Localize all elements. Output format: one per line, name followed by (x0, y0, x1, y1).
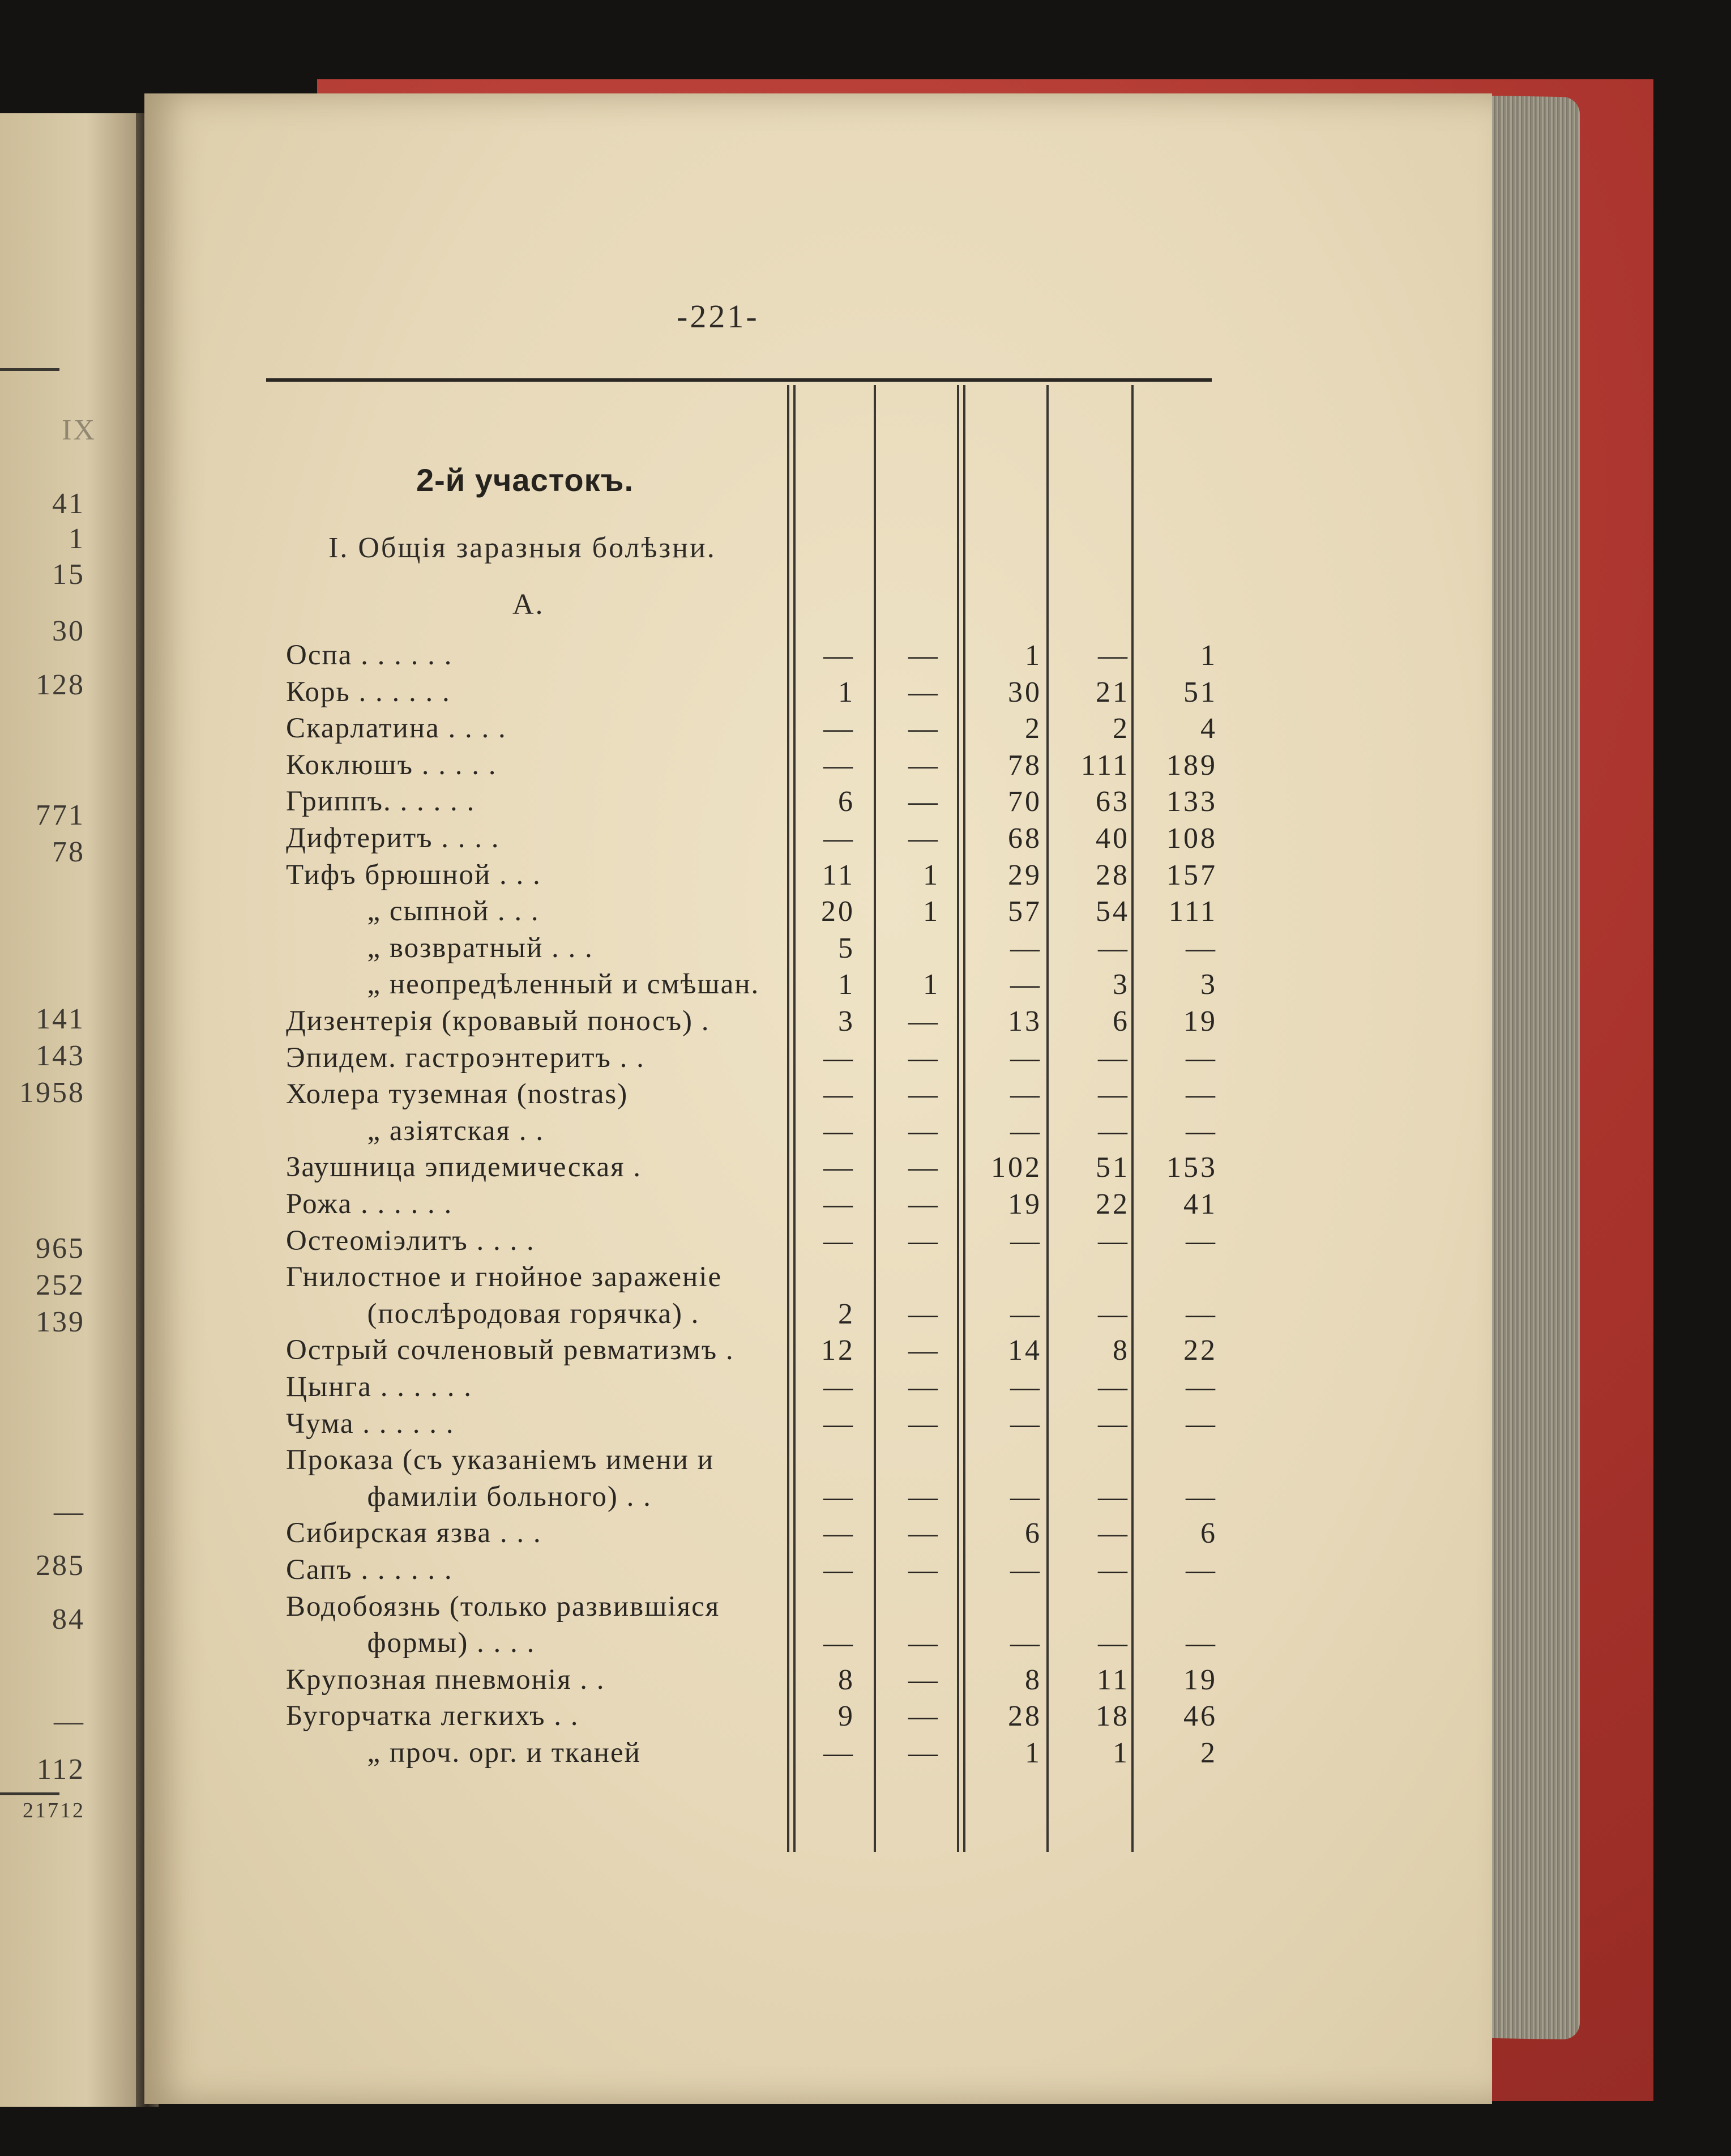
cell-value: — (823, 1115, 855, 1147)
group-label: А. (512, 588, 545, 621)
cell-value: 1 (1025, 1737, 1042, 1769)
row-label: „ азіятская . . (317, 1115, 544, 1147)
cell-value: — (1186, 1115, 1217, 1147)
cell-value: — (908, 1078, 940, 1111)
cell-value: 28 (1096, 859, 1130, 891)
left-page-number: 78 (52, 836, 85, 868)
cell-value: 11 (822, 859, 855, 891)
cell-value: 2 (1025, 712, 1042, 745)
row-label: Гнилостное и гнойное зараженіе (286, 1261, 723, 1293)
cell-value: 3 (838, 1005, 855, 1038)
cell-value: — (908, 1297, 940, 1330)
column-divider (957, 385, 959, 1852)
column-divider (1046, 385, 1049, 1852)
left-page-number: 141 (36, 1003, 85, 1035)
cell-value: 51 (1096, 1151, 1130, 1184)
cell-value: 6 (1113, 1005, 1130, 1038)
cell-value: 1 (838, 676, 855, 708)
cell-value: — (823, 1188, 855, 1220)
cell-value: — (1010, 1224, 1042, 1257)
cell-value: — (823, 822, 855, 855)
cell-value: — (908, 712, 940, 745)
cell-value: 19 (1183, 1005, 1217, 1038)
cell-value: — (823, 1627, 855, 1660)
cell-value: — (1010, 968, 1042, 1001)
cell-value: — (823, 1041, 855, 1074)
cell-value: — (908, 676, 940, 708)
section-title: 2-й участокъ. (416, 462, 634, 498)
cell-value: 9 (838, 1700, 855, 1733)
left-page-number: 285 (36, 1549, 85, 1582)
row-label: Чума . . . . . . (286, 1407, 455, 1440)
cell-value: — (1098, 1115, 1130, 1147)
cell-value: 6 (838, 785, 855, 818)
cell-value: — (908, 822, 940, 855)
cell-value: 2 (1200, 1737, 1217, 1769)
cell-value: 28 (1008, 1700, 1042, 1733)
cell-value: 3 (1200, 968, 1217, 1001)
cell-value: — (1098, 1224, 1130, 1257)
left-page-number: 143 (36, 1040, 85, 1072)
row-label: „ неопредѣленный и смѣшан. (317, 968, 760, 1001)
cell-value: — (908, 1041, 940, 1074)
cell-value: 6 (1200, 1517, 1217, 1550)
row-label: „ возвратный . . . (317, 932, 593, 964)
cell-value: — (1186, 1627, 1217, 1660)
cell-value: — (823, 1371, 855, 1403)
row-label: Дизентерія (кровавый поносъ) . (286, 1005, 710, 1037)
cell-value: — (908, 1737, 940, 1769)
column-divider (787, 385, 789, 1852)
cell-value: — (908, 1407, 940, 1440)
row-label: Цынга . . . . . . (286, 1371, 472, 1403)
cell-value: — (908, 1517, 940, 1550)
cell-value: 68 (1008, 822, 1042, 855)
cell-value: 153 (1166, 1151, 1217, 1184)
cell-value: — (1098, 1517, 1130, 1550)
row-label: Дифтеритъ . . . . (286, 822, 500, 854)
left-page-number: 771 (36, 799, 85, 831)
left-page-number: 128 (36, 669, 85, 701)
top-rule (266, 378, 1212, 382)
cell-value: — (1098, 1297, 1130, 1330)
left-page-number: 965 (36, 1232, 85, 1265)
cell-value: 46 (1183, 1700, 1217, 1733)
row-label: Оспа . . . . . . (286, 639, 453, 671)
left-page-number: — (54, 1496, 85, 1528)
cell-value: — (1098, 1078, 1130, 1111)
cell-value: 18 (1096, 1700, 1130, 1733)
cell-value: 1 (923, 859, 940, 891)
cell-value: 1 (923, 968, 940, 1001)
cell-value: — (908, 1554, 940, 1586)
cell-value: — (908, 1224, 940, 1257)
row-label: Сапъ . . . . . . (286, 1554, 453, 1586)
cell-value: 14 (1008, 1334, 1042, 1367)
cell-value: 12 (821, 1334, 855, 1367)
cell-value: — (1098, 1554, 1130, 1586)
cell-value: — (1010, 1627, 1042, 1660)
row-label: Проказа (съ указаніемъ имени и (286, 1444, 714, 1476)
cell-value: 4 (1200, 712, 1217, 745)
cell-value: — (1098, 1407, 1130, 1440)
cell-value: — (823, 639, 855, 672)
left-page-number: 84 (52, 1603, 85, 1636)
row-label: Скарлатина . . . . (286, 712, 507, 745)
cell-value: 78 (1008, 749, 1042, 782)
cell-value: 8 (1113, 1334, 1130, 1367)
cell-value: — (823, 1517, 855, 1550)
cell-value: — (1186, 1297, 1217, 1330)
cell-value: — (1010, 1407, 1042, 1440)
cell-value: — (823, 1480, 855, 1513)
row-label: Корь . . . . . . (286, 676, 451, 708)
cell-value: — (1010, 932, 1042, 964)
left-page-number: 1958 (19, 1077, 85, 1109)
cell-value: — (908, 1151, 940, 1184)
cell-value: — (1010, 1115, 1042, 1147)
cell-value: — (1010, 1078, 1042, 1111)
cell-value: — (1098, 1041, 1130, 1074)
cell-value: — (823, 712, 855, 745)
cell-value: 63 (1096, 785, 1130, 818)
cell-value: 22 (1183, 1334, 1217, 1367)
row-label: Сибирская язва . . . (286, 1517, 542, 1549)
cell-value: — (823, 1407, 855, 1440)
cell-value: — (1010, 1297, 1042, 1330)
row-label: Заушница эпидемическая . (286, 1151, 642, 1184)
left-page-rule (0, 368, 59, 371)
cell-value: — (823, 1224, 855, 1257)
cell-value: 41 (1183, 1188, 1217, 1220)
cell-value: — (1010, 1554, 1042, 1586)
cell-value: — (1186, 1554, 1217, 1586)
left-page-number: — (54, 1705, 85, 1737)
cell-value: — (1098, 1627, 1130, 1660)
cell-value: — (908, 1188, 940, 1220)
cell-value: — (908, 1334, 940, 1367)
cell-value: — (908, 785, 940, 818)
cell-value: — (1186, 1371, 1217, 1403)
left-page-number: 30 (52, 615, 85, 647)
row-label: Бугорчатка легкихъ . . (286, 1700, 579, 1732)
cell-value: — (823, 749, 855, 782)
cell-value: — (1010, 1041, 1042, 1074)
cell-value: 108 (1166, 822, 1217, 855)
cell-value: 1 (838, 968, 855, 1001)
cell-value: 2 (1113, 712, 1130, 745)
cell-value: — (908, 1663, 940, 1696)
cell-value: 3 (1113, 968, 1130, 1001)
left-page-number: 112 (36, 1753, 85, 1786)
subsection-heading: I. Общія заразныя болѣзни. (328, 532, 716, 564)
cell-value: 19 (1183, 1663, 1217, 1696)
page-number: -221- (677, 298, 759, 335)
cell-value: — (1010, 1371, 1042, 1403)
cell-value: 2 (838, 1297, 855, 1330)
row-label: Гриппъ. . . . . . (286, 785, 476, 818)
cell-value: 57 (1008, 895, 1042, 928)
row-label: Крупозная пневмонія . . (286, 1663, 605, 1696)
cell-value: — (1186, 1078, 1217, 1111)
cell-value: — (1186, 1224, 1217, 1257)
cell-value: — (908, 1115, 940, 1147)
row-label: Холера туземная (nostras) (286, 1078, 629, 1111)
cell-value: 21 (1096, 676, 1130, 708)
left-page-header: IX (62, 414, 96, 446)
cell-value: — (1098, 1371, 1130, 1403)
cell-value: — (823, 1078, 855, 1111)
left-page-number: 41 (52, 488, 85, 520)
row-label: (послѣродовая горячка) . (317, 1297, 700, 1330)
left-page-number: 1 (69, 523, 85, 555)
cell-value: — (908, 639, 940, 672)
cell-value: 1 (1025, 639, 1042, 672)
row-label: Остеоміэлитъ . . . . (286, 1224, 535, 1257)
cell-value: — (908, 1700, 940, 1733)
cell-value: 6 (1025, 1517, 1042, 1550)
column-divider (874, 385, 876, 1852)
left-page-number: 15 (52, 558, 85, 591)
cell-value: 29 (1008, 859, 1042, 891)
cell-value: 70 (1008, 785, 1042, 818)
cell-value: 19 (1008, 1188, 1042, 1220)
row-label: Водобоязнь (только развившіяся (286, 1590, 720, 1623)
cell-value: 1 (1200, 639, 1217, 672)
cell-value: 157 (1166, 859, 1217, 891)
cell-value: — (1186, 1407, 1217, 1440)
row-label: Острый сочленовый ревматизмъ . (286, 1334, 734, 1367)
cell-value: — (1186, 932, 1217, 964)
column-divider (1131, 385, 1134, 1852)
row-label: формы) . . . . (317, 1627, 536, 1659)
row-label: Эпидем. гастроэнтеритъ . . (286, 1041, 645, 1074)
cell-value: 1 (923, 895, 940, 928)
cell-value: — (1186, 1041, 1217, 1074)
cell-value: 8 (838, 1663, 855, 1696)
cell-value: — (1098, 639, 1130, 672)
cell-value: — (1098, 1480, 1130, 1513)
column-divider (963, 385, 965, 1852)
cell-value: — (823, 1554, 855, 1586)
left-page-number: 139 (36, 1306, 85, 1338)
row-label: фамиліи больного) . . (317, 1480, 652, 1513)
row-label: „ сыпной . . . (317, 895, 540, 928)
cell-value: — (1010, 1480, 1042, 1513)
cell-value: 13 (1008, 1005, 1042, 1038)
cell-value: — (908, 1371, 940, 1403)
cell-value: — (1098, 932, 1130, 964)
cell-value: — (1186, 1480, 1217, 1513)
cell-value: 51 (1183, 676, 1217, 708)
cell-value: 111 (1080, 749, 1130, 782)
left-page-number: 21712 (23, 1799, 85, 1822)
cell-value: 54 (1096, 895, 1130, 928)
left-page-number: 252 (36, 1269, 85, 1301)
cell-value: 5 (838, 932, 855, 964)
cell-value: 8 (1025, 1663, 1042, 1696)
cell-value: — (908, 1627, 940, 1660)
row-label: Рожа . . . . . . (286, 1188, 453, 1220)
row-label: Коклюшъ . . . . . (286, 749, 497, 781)
cell-value: — (908, 1480, 940, 1513)
cell-value: 22 (1096, 1188, 1130, 1220)
cell-value: — (823, 1151, 855, 1184)
cell-value: — (823, 1737, 855, 1769)
cell-value: 102 (991, 1151, 1042, 1184)
row-label: Тифъ брюшной . . . (286, 859, 541, 891)
cell-value: 20 (821, 895, 855, 928)
cell-value: 189 (1166, 749, 1217, 782)
cell-value: 40 (1096, 822, 1130, 855)
cell-value: 11 (1096, 1663, 1130, 1696)
cell-value: 133 (1166, 785, 1217, 818)
cell-value: — (908, 1005, 940, 1038)
cell-value: 1 (1113, 1737, 1130, 1769)
cell-value: 111 (1168, 895, 1217, 928)
left-page-rule (0, 1792, 59, 1795)
row-label: „ проч. орг. и тканей (317, 1737, 641, 1769)
cell-value: — (908, 749, 940, 782)
cell-value: 30 (1008, 676, 1042, 708)
